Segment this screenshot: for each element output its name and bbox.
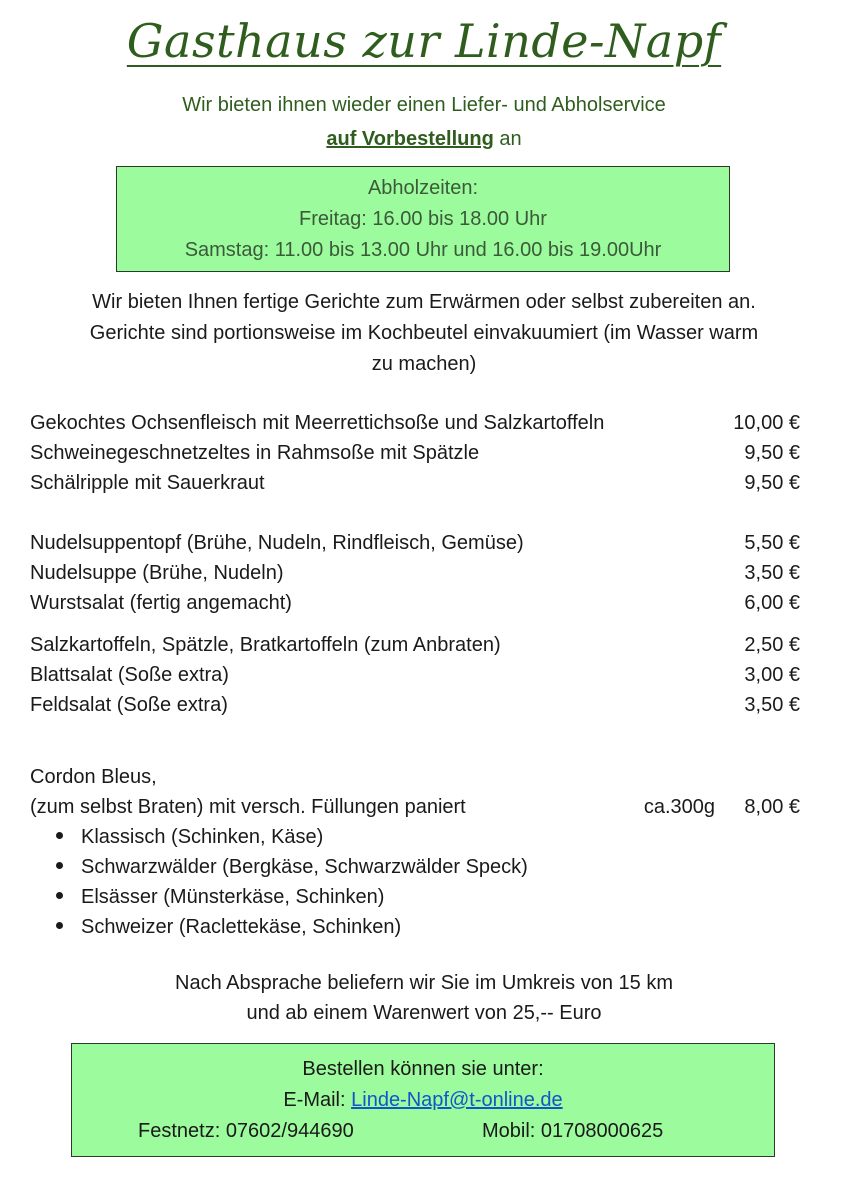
cordon-heading-label: Cordon Bleus, — [30, 766, 157, 788]
menu-item-label: Nudelsuppe (Brühe, Nudeln) — [30, 562, 284, 584]
service-line-2-rest: an — [493, 128, 522, 150]
menu-item — [30, 468, 800, 498]
menu-item — [30, 528, 800, 558]
intro-line: Gerichte sind portionsweise im Kochbeutel einvakuumiert (im Wasser warm — [89, 322, 759, 344]
cordon-variant-label: Schwarzwälder (Bergkäse, Schwarzwälder Speck) — [81, 856, 528, 878]
landline-number: Festnetz: 07602/944690 — [138, 1120, 354, 1142]
menu-item-price: 10,00 € — [733, 412, 800, 434]
email-link[interactable]: Linde-Napf@t-online.de — [351, 1089, 563, 1111]
mobile-number: Mobil: 01708000625 — [482, 1120, 664, 1142]
menu-item-price: 6,00 € — [744, 592, 800, 614]
menu-item — [30, 588, 800, 618]
cordon-variant — [56, 822, 323, 852]
service-line-1: Wir bieten ihnen wieder einen Liefer- und Abholservice — [182, 94, 666, 116]
pickup-saturday: Samstag: 11.00 bis 13.00 Uhr und 16.00 bis 19.00Uhr — [184, 239, 662, 261]
cordon-variant-label: Schweizer (Raclettekäse, Schinken) — [81, 916, 402, 938]
bullet-icon — [56, 892, 63, 899]
menu-item-price: 3,50 € — [744, 562, 800, 584]
menu-item — [30, 438, 800, 468]
cordon-variant-label: Klassisch (Schinken, Käse) — [81, 826, 324, 848]
intro-line: zu machen) — [371, 353, 477, 375]
menu-item-price: 3,00 € — [744, 664, 800, 686]
menu-item-label: Salzkartoffeln, Spätzle, Bratkartoffeln (zum Anbraten) — [30, 634, 501, 656]
menu-item-label: Schälripple mit Sauerkraut — [30, 472, 265, 494]
email-label: E-Mail: — [283, 1089, 352, 1111]
cordon-variant — [56, 882, 384, 912]
cordon-weight: ca.300g — [643, 796, 715, 818]
cordon-variant-label: Elsässer (Münsterkäse, Schinken) — [81, 886, 385, 908]
contact-heading: Bestellen können sie unter: — [302, 1058, 544, 1080]
cordon-item — [30, 792, 800, 822]
menu-item — [30, 630, 800, 660]
menu-item-price: 9,50 € — [744, 472, 800, 494]
menu-item-price: 2,50 € — [744, 634, 800, 656]
contact-box — [71, 1043, 775, 1157]
cordon-price: 8,00 € — [744, 796, 800, 818]
pickup-heading: Abholzeiten: — [367, 177, 479, 199]
bullet-icon — [56, 862, 63, 869]
menu-item-price: 5,50 € — [744, 532, 800, 554]
preorder-highlight: auf Vorbestellung — [326, 128, 494, 150]
contact-phone-line — [72, 1116, 774, 1147]
menu-item-price: 3,50 € — [744, 694, 800, 716]
menu-item-label: Wurstsalat (fertig angemacht) — [30, 592, 292, 614]
contact-email-line — [72, 1085, 774, 1116]
menu-item — [30, 660, 800, 690]
menu-item-label: Gekochtes Ochsenfleisch mit Meerrettichsoße und Salzkartoffeln — [30, 412, 605, 434]
cordon-variant — [56, 852, 528, 882]
pickup-times-box — [116, 166, 730, 272]
menu-item — [30, 408, 800, 438]
bullet-icon — [56, 832, 63, 839]
cordon-heading — [30, 762, 800, 792]
menu-item-label: Feldsalat (Soße extra) — [30, 694, 228, 716]
menu-item-label: Schweinegeschnetzeltes in Rahmsoße mit Spätzle — [30, 442, 480, 464]
page-title: Gasthaus zur Linde-Napf — [126, 14, 722, 68]
cordon-sub-label: (zum selbst Braten) mit versch. Füllungen paniert — [30, 796, 466, 818]
delivery-line-2: und ab einem Warenwert von 25,-- Euro — [246, 1002, 602, 1024]
pickup-friday: Freitag: 16.00 bis 18.00 Uhr — [299, 208, 547, 230]
menu-item — [30, 690, 800, 720]
menu-item-price: 9,50 € — [744, 442, 800, 464]
bullet-icon — [56, 922, 63, 929]
service-line-2 — [0, 124, 848, 155]
cordon-variant — [56, 912, 401, 942]
menu-item-label: Nudelsuppentopf (Brühe, Nudeln, Rindfleisch, Gemüse) — [30, 532, 524, 554]
intro-line: Wir bieten Ihnen fertige Gerichte zum Erwärmen oder selbst zubereiten an. — [92, 291, 756, 313]
menu-item-label: Blattsalat (Soße extra) — [30, 664, 229, 686]
delivery-line-1: Nach Absprache beliefern wir Sie im Umkreis von 15 km — [175, 972, 673, 994]
menu-item — [30, 558, 800, 588]
intro-text — [30, 287, 818, 380]
